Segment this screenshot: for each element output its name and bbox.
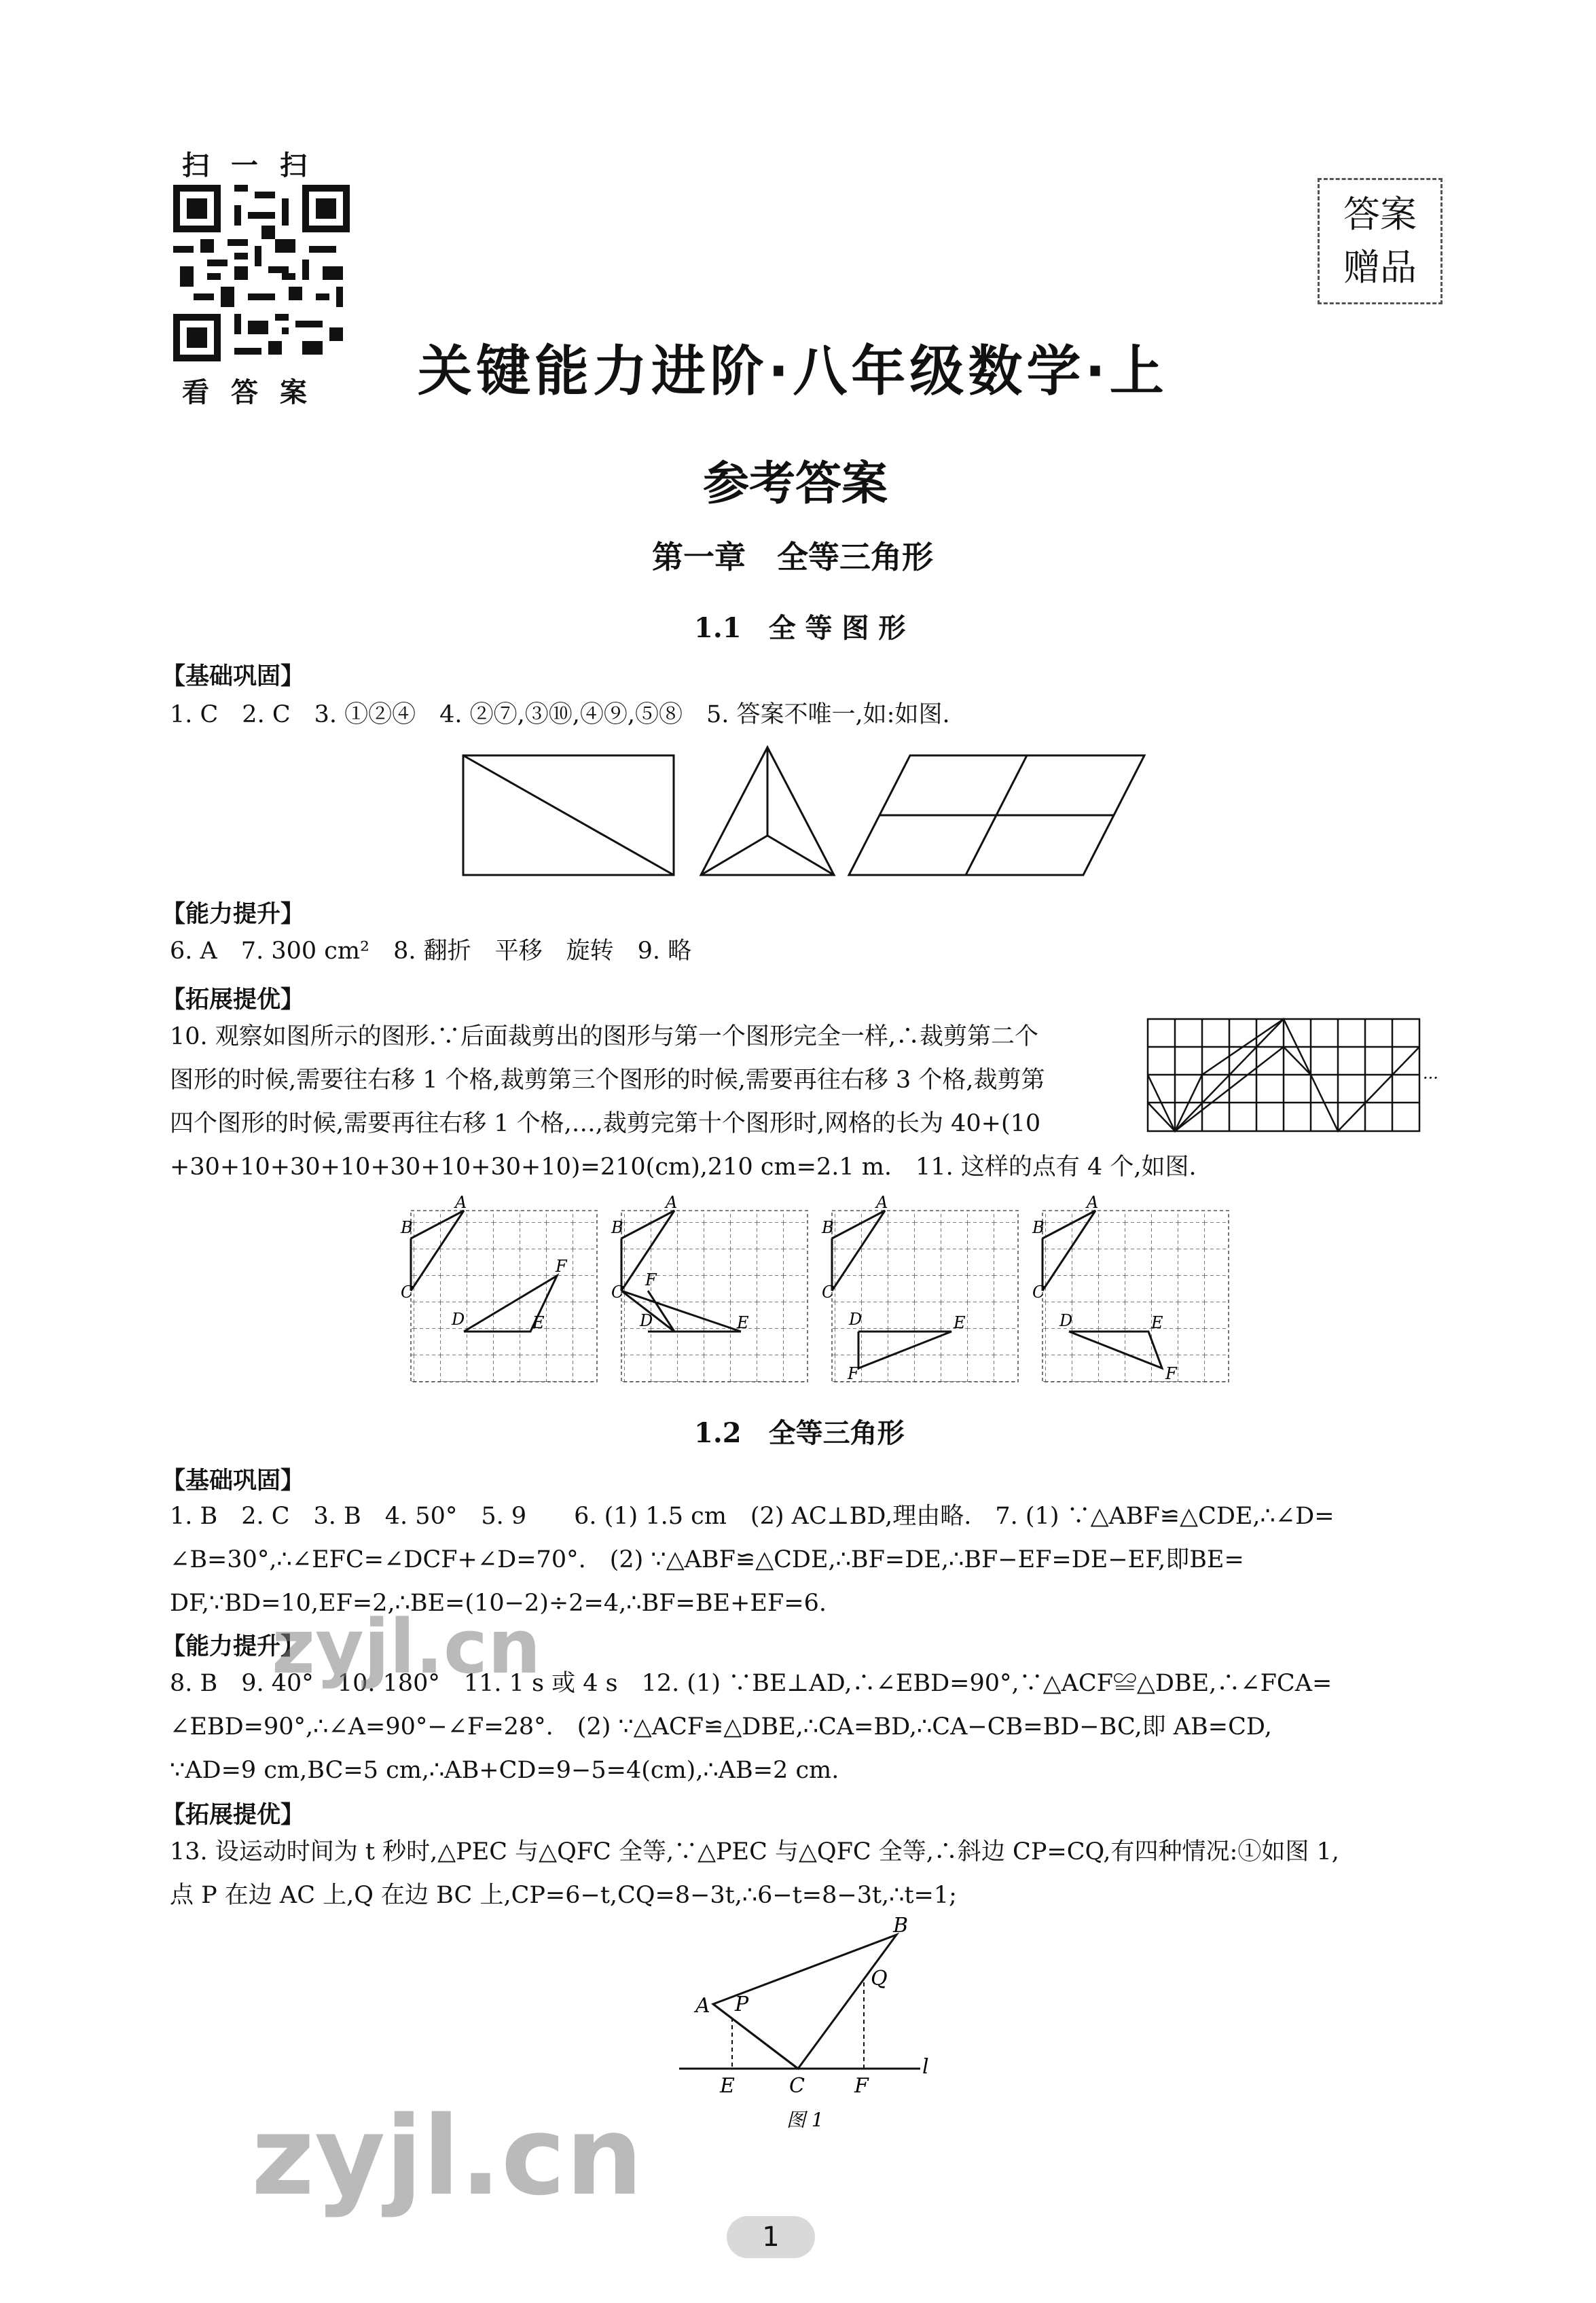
figure-cutting-grid bbox=[1144, 1016, 1438, 1135]
svg-text:F: F bbox=[645, 1270, 657, 1289]
svg-text:Q: Q bbox=[871, 1967, 888, 1990]
tag-extension-1-1: 【拓展提优】 bbox=[162, 986, 305, 1014]
gift-stamp bbox=[1318, 178, 1443, 304]
svg-text:D: D bbox=[1059, 1311, 1073, 1330]
svg-text:F: F bbox=[854, 2074, 869, 2098]
extension-text-1-1 bbox=[170, 1015, 1197, 1189]
svg-text:B: B bbox=[822, 1218, 834, 1237]
main-heading: 参考答案 bbox=[703, 457, 888, 511]
svg-text:B: B bbox=[893, 1914, 909, 1938]
stamp-line-1: 答案 bbox=[1343, 193, 1417, 236]
svg-text:C: C bbox=[611, 1283, 624, 1302]
ext-line: 四个图形的时候,需要再往右移 1 个格,…,裁剪完第十个图形时,网格的长为 40+(10 bbox=[170, 1110, 1041, 1137]
svg-text:A: A bbox=[455, 1193, 467, 1212]
grid-1 bbox=[400, 1193, 597, 1382]
figure-dividing-shapes bbox=[455, 740, 1155, 883]
svg-text:B: B bbox=[1032, 1218, 1045, 1237]
ext-line: +30+10+30+10+30+10+30+10)=210(cm),210 cm=2.1 m. 11. 这样的点有 4 个,如图. bbox=[170, 1154, 1197, 1181]
chapter-heading: 第一章 全等三角形 bbox=[652, 539, 933, 575]
stamp-line-2: 赠品 bbox=[1343, 246, 1417, 289]
svg-text:D: D bbox=[849, 1310, 863, 1329]
grid-4 bbox=[1032, 1193, 1229, 1383]
extension-text-1-2 bbox=[170, 1830, 1339, 1917]
basic-line: 1. B 2. C 3. B 4. 50° 5. 9 6. (1) 1.5 cm (2) AC⊥BD,理由略. 7. (1) ∵△ABF≌△CDE,∴∠D= bbox=[170, 1503, 1335, 1530]
figure-point-grids bbox=[387, 1193, 1236, 1386]
qr-code-icon[interactable] bbox=[173, 185, 350, 361]
figure-1-triangle bbox=[672, 1914, 944, 2140]
tag-ability-1-1: 【能力提升】 bbox=[162, 901, 305, 928]
svg-text:A: A bbox=[666, 1193, 678, 1212]
svg-text:F: F bbox=[848, 1364, 859, 1383]
svg-text:E: E bbox=[532, 1313, 545, 1332]
basic-line: ∠B=30°,∴∠EFC=∠DCF+∠D=70°. (2) ∵△ABF≌△CDE,∴BF=DE,∴BF−EF=DE−EF,即BE= bbox=[170, 1546, 1244, 1573]
svg-text:A: A bbox=[1087, 1193, 1099, 1212]
ability-line: 8. B 9. 40° 10. 180° 11. 1 s 或 4 s 12. (1) ∵BE⊥AD,∴∠EBD=90°,∵△ACF≌△DBE,∴∠FCA= bbox=[170, 1670, 1332, 1697]
tag-extension-1-2: 【拓展提优】 bbox=[162, 1802, 305, 1829]
svg-text:C: C bbox=[401, 1283, 414, 1302]
ext-line: 13. 设运动时间为 t 秒时,△PEC 与△QFC 全等,∵△PEC 与△QFC 全等,∴斜边 CP=CQ,有四种情况:①如图 1, bbox=[170, 1838, 1339, 1865]
svg-text:l: l bbox=[922, 2055, 929, 2079]
svg-text:A: A bbox=[876, 1193, 888, 1212]
grid-3 bbox=[821, 1193, 1018, 1383]
svg-text:P: P bbox=[735, 1993, 749, 2016]
svg-text:C: C bbox=[1032, 1283, 1045, 1302]
ext-line: 点 P 在边 AC 上,Q 在边 BC 上,CP=6−t,CQ=8−3t,∴6−t=8−3t,∴t=1; bbox=[170, 1882, 957, 1909]
watermark-bottom: zyjl.cn bbox=[251, 2092, 643, 2219]
svg-text:C: C bbox=[822, 1283, 835, 1302]
figure-1-caption: 图 1 bbox=[786, 2109, 824, 2131]
svg-text:E: E bbox=[1151, 1313, 1163, 1332]
answers-basic-1-1: 1. C 2. C 3. ①②④ 4. ②⑦,③⑩,④⑨,⑤⑧ 5. 答案不唯一,如:如图. bbox=[170, 701, 950, 728]
svg-text:E: E bbox=[954, 1313, 966, 1332]
ability-line: ∠EBD=90°,∴∠A=90°−∠F=28°. (2) ∵△ACF≌△DBE,∴CA=BD,∴CA−CB=BD−BC,即 AB=CD, bbox=[170, 1713, 1272, 1740]
svg-text:F: F bbox=[556, 1257, 567, 1276]
svg-text:B: B bbox=[401, 1218, 413, 1237]
svg-text:E: E bbox=[737, 1313, 749, 1332]
ext-line: 10. 观察如图所示的图形.∵后面裁剪出的图形与第一个图形完全一样,∴裁剪第二个 bbox=[170, 1023, 1039, 1050]
svg-text:D: D bbox=[452, 1310, 465, 1329]
tag-basic-1-2: 【基础巩固】 bbox=[162, 1467, 305, 1495]
svg-text:F: F bbox=[1165, 1364, 1177, 1383]
grid-2 bbox=[611, 1193, 808, 1382]
grid-ellipsis: ··· bbox=[1423, 1069, 1438, 1088]
svg-text:C: C bbox=[789, 2074, 805, 2098]
svg-text:D: D bbox=[640, 1311, 653, 1330]
basic-line: DF,∵BD=10,EF=2,∴BE=(10−2)÷2=4,∴BF=BE+EF=6. bbox=[170, 1590, 827, 1617]
svg-text:E: E bbox=[720, 2074, 735, 2098]
ext-line: 图形的时候,需要往右移 1 个格,裁剪第三个图形的时候,需要再往右移 3 个格,裁剪第 bbox=[170, 1067, 1045, 1094]
ability-line: ∵AD=9 cm,BC=5 cm,∴AB+CD=9−5=4(cm),∴AB=2 cm. bbox=[170, 1757, 839, 1784]
book-title: 关键能力进阶·八年级数学·上 bbox=[418, 340, 1168, 403]
section-heading-1-1: 1.1 全 等 图 形 bbox=[694, 612, 906, 644]
qr-top-label: 扫一扫 bbox=[182, 150, 329, 181]
answers-ability-1-1: 6. A 7. 300 cm² 8. 翻折 平移 旋转 9. 略 bbox=[170, 938, 692, 965]
qr-bottom-label: 看答案 bbox=[182, 377, 329, 408]
watermark-mid: zyjl.cn bbox=[272, 1603, 541, 1690]
svg-text:A: A bbox=[695, 1994, 710, 2018]
page-number: 1 bbox=[727, 2216, 815, 2258]
svg-text:B: B bbox=[611, 1218, 623, 1237]
section-heading-1-2: 1.2 全等三角形 bbox=[694, 1417, 905, 1449]
tag-basic-1-1: 【基础巩固】 bbox=[162, 663, 305, 690]
tag-ability-1-2: 【能力提升】 bbox=[162, 1633, 305, 1660]
